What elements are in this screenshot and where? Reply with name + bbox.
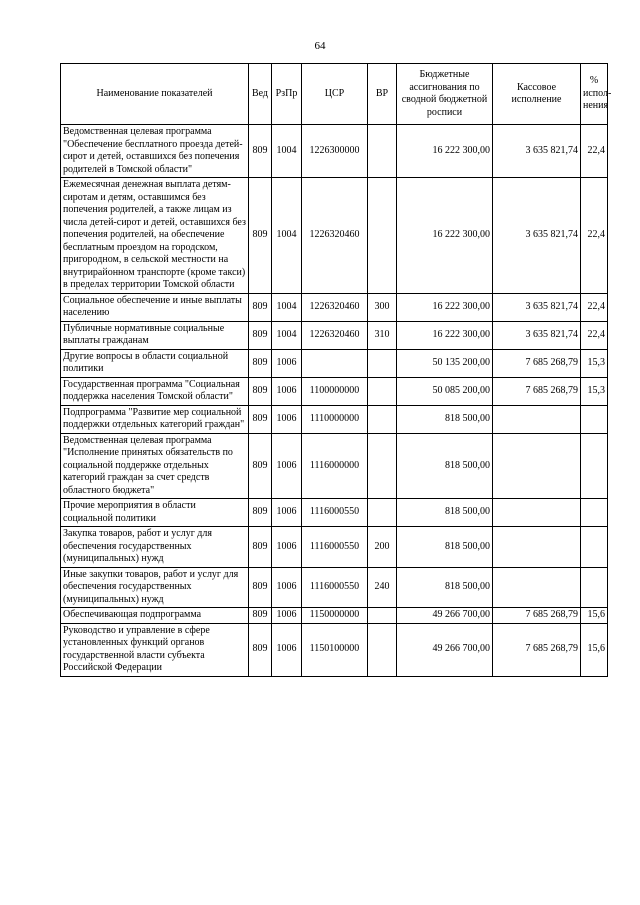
table-row <box>61 321 608 349</box>
cell-rzpr: 1006 <box>272 405 302 433</box>
table-row <box>61 623 608 676</box>
cell-name: Обеспечивающая подпрограмма <box>61 608 249 624</box>
cell-budget: 818 500,00 <box>397 527 493 568</box>
cell-name: Другие вопросы в области социальной политики <box>61 349 249 377</box>
table-row <box>61 405 608 433</box>
cell-vr <box>368 178 397 294</box>
cell-vr <box>368 433 397 499</box>
cell-pct <box>581 567 608 608</box>
header-ved: Вед <box>249 64 272 125</box>
cell-budget: 16 222 300,00 <box>397 293 493 321</box>
page-number: 64 <box>314 40 326 52</box>
cell-budget: 818 500,00 <box>397 405 493 433</box>
cell-vr <box>368 377 397 405</box>
header-name: Наименование показателей <box>61 64 249 125</box>
cell-cash <box>493 433 581 499</box>
cell-ved: 809 <box>249 567 272 608</box>
cell-ved: 809 <box>249 125 272 178</box>
table-row <box>61 567 608 608</box>
cell-pct <box>581 405 608 433</box>
cell-csr: 1116000550 <box>302 499 368 527</box>
cell-vr <box>368 499 397 527</box>
cell-csr: 1116000550 <box>302 527 368 568</box>
header-csr: ЦСР <box>302 64 368 125</box>
cell-pct: 15,3 <box>581 349 608 377</box>
cell-ved: 809 <box>249 499 272 527</box>
table-row <box>61 293 608 321</box>
cell-pct: 22,4 <box>581 293 608 321</box>
cell-ved: 809 <box>249 608 272 624</box>
cell-ved: 809 <box>249 321 272 349</box>
cell-rzpr: 1006 <box>272 567 302 608</box>
cell-name: Закупка товаров, работ и услуг для обеспечения государственных (муниципальных) нужд <box>61 527 249 568</box>
header-budget: Бюджетные ассигнования по сводной бюджетной росписи <box>397 64 493 125</box>
cell-budget: 818 500,00 <box>397 433 493 499</box>
cell-pct <box>581 433 608 499</box>
cell-cash: 7 685 268,79 <box>493 377 581 405</box>
cell-vr <box>368 349 397 377</box>
cell-cash <box>493 567 581 608</box>
cell-csr: 1150100000 <box>302 623 368 676</box>
cell-ved: 809 <box>249 178 272 294</box>
cell-name: Ведомственная целевая программа "Исполнение принятых обязательств по социальной поддержке отдельных категорий граждан за счет средств областного бюджета" <box>61 433 249 499</box>
cell-pct: 22,4 <box>581 178 608 294</box>
cell-csr: 1226320460 <box>302 178 368 294</box>
cell-csr: 1226320460 <box>302 293 368 321</box>
cell-ved: 809 <box>249 623 272 676</box>
cell-name: Прочие мероприятия в области социальной политики <box>61 499 249 527</box>
cell-pct: 15,6 <box>581 608 608 624</box>
table-row <box>61 608 608 624</box>
cell-csr: 1116000000 <box>302 433 368 499</box>
table-row <box>61 349 608 377</box>
cell-pct: 22,4 <box>581 321 608 349</box>
cell-cash: 3 635 821,74 <box>493 293 581 321</box>
cell-rzpr: 1006 <box>272 349 302 377</box>
cell-budget: 16 222 300,00 <box>397 321 493 349</box>
cell-budget: 818 500,00 <box>397 567 493 608</box>
cell-name: Подпрограмма "Развитие мер социальной поддержки отдельных категорий граждан" <box>61 405 249 433</box>
cell-rzpr: 1004 <box>272 293 302 321</box>
cell-cash <box>493 499 581 527</box>
cell-cash <box>493 405 581 433</box>
cell-rzpr: 1004 <box>272 125 302 178</box>
header-rzpr: РзПр <box>272 64 302 125</box>
header-row <box>61 64 608 125</box>
cell-budget: 50 085 200,00 <box>397 377 493 405</box>
cell-vr <box>368 405 397 433</box>
cell-cash: 3 635 821,74 <box>493 125 581 178</box>
cell-csr: 1116000550 <box>302 567 368 608</box>
cell-rzpr: 1006 <box>272 499 302 527</box>
header-cash: Кассовое исполнение <box>493 64 581 125</box>
table-row <box>61 433 608 499</box>
cell-vr: 200 <box>368 527 397 568</box>
cell-ved: 809 <box>249 377 272 405</box>
cell-vr <box>368 623 397 676</box>
cell-pct: 15,6 <box>581 623 608 676</box>
table-row <box>61 377 608 405</box>
cell-cash: 7 685 268,79 <box>493 349 581 377</box>
table-row <box>61 499 608 527</box>
cell-rzpr: 1006 <box>272 608 302 624</box>
cell-budget: 16 222 300,00 <box>397 125 493 178</box>
cell-name: Иные закупки товаров, работ и услуг для обеспечения государственных (муниципальных) нужд <box>61 567 249 608</box>
cell-rzpr: 1006 <box>272 623 302 676</box>
cell-budget: 818 500,00 <box>397 499 493 527</box>
cell-csr: 1100000000 <box>302 377 368 405</box>
cell-ved: 809 <box>249 405 272 433</box>
cell-pct: 22,4 <box>581 125 608 178</box>
cell-cash: 3 635 821,74 <box>493 321 581 349</box>
cell-vr <box>368 125 397 178</box>
cell-vr: 240 <box>368 567 397 608</box>
cell-rzpr: 1006 <box>272 377 302 405</box>
header-pct: % испол-нения <box>581 64 608 125</box>
cell-cash: 3 635 821,74 <box>493 178 581 294</box>
cell-ved: 809 <box>249 349 272 377</box>
cell-name: Социальное обеспечение и иные выплаты населению <box>61 293 249 321</box>
cell-budget: 49 266 700,00 <box>397 623 493 676</box>
cell-budget: 16 222 300,00 <box>397 178 493 294</box>
table-row <box>61 527 608 568</box>
cell-name: Ведомственная целевая программа "Обеспечение бесплатного проезда детей-сирот и детей, оставшихся без попечения родителей в Томской области" <box>61 125 249 178</box>
cell-rzpr: 1004 <box>272 178 302 294</box>
cell-ved: 809 <box>249 433 272 499</box>
cell-name: Руководство и управление в сфере установленных функций органов государственной власти субъекта Российской Федерации <box>61 623 249 676</box>
cell-vr: 300 <box>368 293 397 321</box>
cell-pct <box>581 499 608 527</box>
cell-name: Публичные нормативные социальные выплаты гражданам <box>61 321 249 349</box>
cell-rzpr: 1004 <box>272 321 302 349</box>
cell-ved: 809 <box>249 293 272 321</box>
cell-budget: 50 135 200,00 <box>397 349 493 377</box>
cell-cash <box>493 527 581 568</box>
cell-name: Ежемесячная денежная выплата детям-сиротам и детям, оставшимся без попечения родителей, а также лицам из числа детей-сирот и детей, оставшихся без попечения родителей, на обеспечение бесплатным проездом на городском, пригородном, в сельской местности на внутрирайонном транспорте (кроме такси) в пределах территории Томской области <box>61 178 249 294</box>
cell-pct <box>581 527 608 568</box>
cell-cash: 7 685 268,79 <box>493 608 581 624</box>
header-vr: ВР <box>368 64 397 125</box>
cell-csr: 1110000000 <box>302 405 368 433</box>
cell-rzpr: 1006 <box>272 433 302 499</box>
cell-csr <box>302 349 368 377</box>
cell-csr: 1226300000 <box>302 125 368 178</box>
cell-vr <box>368 608 397 624</box>
table-row <box>61 125 608 178</box>
cell-budget: 49 266 700,00 <box>397 608 493 624</box>
budget-table <box>60 63 612 677</box>
cell-csr: 1150000000 <box>302 608 368 624</box>
cell-pct: 15,3 <box>581 377 608 405</box>
cell-name: Государственная программа "Социальная поддержка населения Томской области" <box>61 377 249 405</box>
cell-vr: 310 <box>368 321 397 349</box>
cell-rzpr: 1006 <box>272 527 302 568</box>
table-row <box>61 178 608 294</box>
cell-ved: 809 <box>249 527 272 568</box>
cell-cash: 7 685 268,79 <box>493 623 581 676</box>
cell-csr: 1226320460 <box>302 321 368 349</box>
